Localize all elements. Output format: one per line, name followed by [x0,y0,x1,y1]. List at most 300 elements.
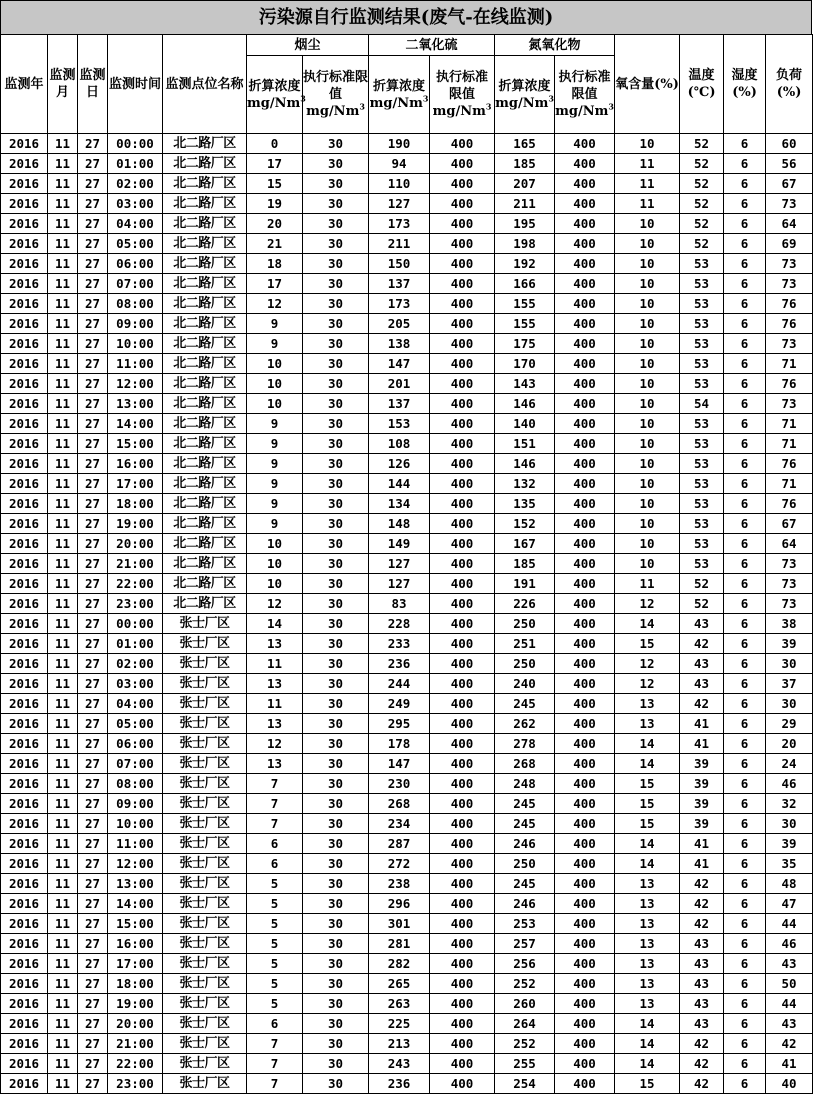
table-row [1,514,813,534]
cell-month: 11 [48,1014,78,1034]
cell-time: 12:00 [108,374,163,394]
cell-oxygen: 14 [615,834,680,854]
cell-site: 北二路厂区 [163,554,247,574]
cell-temperature: 53 [680,274,724,294]
cell-so2-limit: 400 [430,754,495,774]
cell-temperature: 52 [680,194,724,214]
cell-temperature: 39 [680,754,724,774]
cell-load: 48 [766,874,813,894]
header-nox-concentration [495,56,555,134]
cell-so2-conc: 153 [369,414,430,434]
cell-nox-conc: 257 [495,934,555,954]
cell-nox-conc: 245 [495,874,555,894]
cell-so2-limit: 400 [430,894,495,914]
cell-year: 2016 [1,874,48,894]
cell-oxygen: 10 [615,234,680,254]
cell-humidity: 6 [724,274,766,294]
cell-dust-limit: 30 [303,694,369,714]
cell-day: 27 [78,394,108,414]
cell-temperature: 41 [680,734,724,754]
cell-so2-limit: 400 [430,254,495,274]
cell-temperature: 43 [680,974,724,994]
header-so2-concentration [369,56,430,134]
cell-oxygen: 13 [615,934,680,954]
cell-site: 张士厂区 [163,874,247,894]
cell-dust-conc: 10 [247,534,303,554]
table-row [1,794,813,814]
cell-month: 11 [48,554,78,574]
cell-nox-conc: 166 [495,274,555,294]
cell-dust-conc: 5 [247,894,303,914]
table-row [1,714,813,734]
cell-so2-conc: 228 [369,614,430,634]
cell-load: 76 [766,294,813,314]
cell-humidity: 6 [724,154,766,174]
cell-so2-conc: 110 [369,174,430,194]
cell-dust-conc: 7 [247,814,303,834]
cell-nox-limit: 400 [555,214,615,234]
cell-dust-limit: 30 [303,214,369,234]
cell-humidity: 6 [724,834,766,854]
cell-nox-limit: 400 [555,1074,615,1094]
header-nox-group: 氮氧化物 [495,35,615,56]
cell-humidity: 6 [724,374,766,394]
cell-time: 12:00 [108,854,163,874]
cell-day: 27 [78,574,108,594]
cell-month: 11 [48,1034,78,1054]
cell-site: 北二路厂区 [163,234,247,254]
cell-so2-conc: 149 [369,534,430,554]
table-row [1,654,813,674]
cell-time: 15:00 [108,434,163,454]
cell-nox-conc: 254 [495,1074,555,1094]
cell-month: 11 [48,374,78,394]
cell-day: 27 [78,614,108,634]
cell-year: 2016 [1,734,48,754]
cell-so2-limit: 400 [430,1014,495,1034]
cell-dust-conc: 7 [247,1074,303,1094]
cell-nox-conc: 226 [495,594,555,614]
cell-nox-limit: 400 [555,274,615,294]
cell-so2-limit: 400 [430,654,495,674]
cell-day: 27 [78,594,108,614]
cell-site: 张士厂区 [163,894,247,914]
cell-day: 27 [78,1034,108,1054]
cell-site: 张士厂区 [163,714,247,734]
cell-month: 11 [48,734,78,754]
cell-so2-conc: 173 [369,214,430,234]
cell-nox-limit: 400 [555,614,615,634]
cell-so2-limit: 400 [430,714,495,734]
cell-so2-limit: 400 [430,434,495,454]
cell-nox-limit: 400 [555,654,615,674]
cell-humidity: 6 [724,454,766,474]
cell-site: 张士厂区 [163,1014,247,1034]
cell-so2-limit: 400 [430,374,495,394]
cell-humidity: 6 [724,974,766,994]
cell-nox-limit: 400 [555,574,615,594]
cell-temperature: 41 [680,854,724,874]
cell-year: 2016 [1,814,48,834]
cell-site: 张士厂区 [163,934,247,954]
cell-nox-limit: 400 [555,454,615,474]
cell-load: 44 [766,994,813,1014]
cell-dust-limit: 30 [303,534,369,554]
cell-month: 11 [48,254,78,274]
cell-humidity: 6 [724,994,766,1014]
cell-dust-limit: 30 [303,354,369,374]
cell-dust-limit: 30 [303,1054,369,1074]
cell-year: 2016 [1,234,48,254]
cell-temperature: 52 [680,594,724,614]
cell-temperature: 53 [680,434,724,454]
cell-year: 2016 [1,834,48,854]
cell-dust-limit: 30 [303,394,369,414]
cell-day: 27 [78,914,108,934]
cell-month: 11 [48,874,78,894]
cell-load: 39 [766,634,813,654]
cell-dust-conc: 6 [247,1014,303,1034]
cell-temperature: 53 [680,294,724,314]
cell-month: 11 [48,934,78,954]
cell-humidity: 6 [724,714,766,734]
cell-month: 11 [48,914,78,934]
header-unit-label: mg/Nm$^3$ [432,101,492,119]
cell-load: 76 [766,314,813,334]
cell-time: 16:00 [108,934,163,954]
cell-dust-conc: 9 [247,334,303,354]
cell-time: 14:00 [108,894,163,914]
cell-day: 27 [78,454,108,474]
table-row [1,354,813,374]
cell-nox-conc: 262 [495,714,555,734]
cell-humidity: 6 [724,1014,766,1034]
cell-so2-limit: 400 [430,994,495,1014]
cell-time: 05:00 [108,234,163,254]
cell-year: 2016 [1,494,48,514]
cell-year: 2016 [1,394,48,414]
cell-day: 27 [78,1014,108,1034]
cell-year: 2016 [1,374,48,394]
header-limit-label: 执行标准限值 [558,70,611,102]
cell-time: 06:00 [108,254,163,274]
cell-nox-conc: 252 [495,974,555,994]
cell-nox-conc: 250 [495,614,555,634]
cell-so2-limit: 400 [430,634,495,654]
header-load: 负荷(%) [766,35,813,134]
cell-nox-limit: 400 [555,694,615,714]
table-row [1,614,813,634]
cell-time: 20:00 [108,1014,163,1034]
cell-load: 64 [766,534,813,554]
cell-nox-limit: 400 [555,1014,615,1034]
cell-humidity: 6 [724,214,766,234]
cell-day: 27 [78,234,108,254]
cell-oxygen: 10 [615,314,680,334]
cell-so2-conc: 282 [369,954,430,974]
cell-so2-conc: 190 [369,134,430,154]
cell-site: 张士厂区 [163,754,247,774]
cell-dust-conc: 13 [247,634,303,654]
cell-year: 2016 [1,314,48,334]
cell-temperature: 53 [680,314,724,334]
table-row [1,1074,813,1094]
cell-humidity: 6 [724,134,766,154]
cell-nox-conc: 155 [495,294,555,314]
cell-dust-conc: 6 [247,834,303,854]
cell-month: 11 [48,994,78,1014]
cell-humidity: 6 [724,674,766,694]
cell-dust-conc: 17 [247,274,303,294]
cell-nox-conc: 192 [495,254,555,274]
cell-nox-conc: 240 [495,674,555,694]
cell-dust-conc: 7 [247,774,303,794]
table-row [1,274,813,294]
cell-site: 北二路厂区 [163,574,247,594]
cell-so2-limit: 400 [430,594,495,614]
cell-load: 47 [766,894,813,914]
cell-nox-conc: 146 [495,454,555,474]
cell-dust-limit: 30 [303,774,369,794]
cell-load: 41 [766,1054,813,1074]
cell-year: 2016 [1,554,48,574]
cell-temperature: 42 [680,1054,724,1074]
cell-so2-conc: 301 [369,914,430,934]
cell-day: 27 [78,734,108,754]
cell-load: 71 [766,414,813,434]
cell-month: 11 [48,394,78,414]
cell-dust-conc: 9 [247,314,303,334]
cell-so2-conc: 249 [369,694,430,714]
cell-dust-conc: 10 [247,354,303,374]
cell-year: 2016 [1,654,48,674]
cell-dust-conc: 9 [247,474,303,494]
cell-dust-conc: 5 [247,994,303,1014]
cell-time: 19:00 [108,514,163,534]
cell-time: 15:00 [108,914,163,934]
cell-so2-conc: 236 [369,654,430,674]
cell-load: 73 [766,574,813,594]
cell-temperature: 52 [680,154,724,174]
table-row [1,894,813,914]
cell-nox-limit: 400 [555,594,615,614]
cell-dust-conc: 10 [247,574,303,594]
cell-humidity: 6 [724,594,766,614]
cell-load: 76 [766,454,813,474]
header-humidity: 湿度(%) [724,35,766,134]
cell-nox-limit: 400 [555,854,615,874]
header-unit-label: mg/Nm$^3$ [306,101,365,119]
cell-nox-limit: 400 [555,834,615,854]
cell-temperature: 52 [680,134,724,154]
cell-dust-conc: 12 [247,294,303,314]
cell-site: 张士厂区 [163,654,247,674]
cell-day: 27 [78,1074,108,1094]
cell-nox-conc: 256 [495,954,555,974]
cell-month: 11 [48,954,78,974]
cell-day: 27 [78,954,108,974]
cell-time: 08:00 [108,774,163,794]
cell-dust-conc: 12 [247,734,303,754]
cell-day: 27 [78,274,108,294]
cell-nox-conc: 255 [495,1054,555,1074]
cell-so2-conc: 108 [369,434,430,454]
cell-humidity: 6 [724,514,766,534]
cell-nox-limit: 400 [555,794,615,814]
cell-load: 73 [766,334,813,354]
cell-humidity: 6 [724,494,766,514]
cell-day: 27 [78,974,108,994]
cell-humidity: 6 [724,294,766,314]
cell-load: 35 [766,854,813,874]
cell-year: 2016 [1,1054,48,1074]
cell-dust-limit: 30 [303,1034,369,1054]
cell-oxygen: 11 [615,194,680,214]
cell-dust-conc: 6 [247,854,303,874]
cell-so2-conc: 137 [369,394,430,414]
cell-year: 2016 [1,1014,48,1034]
cell-so2-conc: 213 [369,1034,430,1054]
cell-load: 71 [766,434,813,454]
cell-load: 67 [766,514,813,534]
cell-oxygen: 10 [615,374,680,394]
table-row [1,974,813,994]
cell-site: 北二路厂区 [163,294,247,314]
cell-so2-limit: 400 [430,154,495,174]
cell-nox-conc: 146 [495,394,555,414]
cell-temperature: 53 [680,514,724,534]
cell-load: 67 [766,174,813,194]
cell-dust-conc: 9 [247,514,303,534]
cell-year: 2016 [1,534,48,554]
cell-site: 张士厂区 [163,614,247,634]
cell-so2-limit: 400 [430,614,495,634]
cell-nox-conc: 185 [495,554,555,574]
cell-so2-conc: 127 [369,554,430,574]
cell-so2-conc: 127 [369,194,430,214]
table-row [1,394,813,414]
header-conc-label: 折算浓度 [373,78,426,94]
cell-day: 27 [78,414,108,434]
cell-time: 22:00 [108,574,163,594]
cell-year: 2016 [1,714,48,734]
cell-time: 09:00 [108,314,163,334]
cell-nox-conc: 246 [495,834,555,854]
cell-site: 北二路厂区 [163,134,247,154]
cell-so2-limit: 400 [430,874,495,894]
cell-day: 27 [78,514,108,534]
cell-oxygen: 10 [615,334,680,354]
cell-time: 08:00 [108,294,163,314]
cell-oxygen: 13 [615,954,680,974]
cell-nox-limit: 400 [555,134,615,154]
cell-dust-conc: 20 [247,214,303,234]
cell-time: 13:00 [108,874,163,894]
cell-nox-limit: 400 [555,514,615,534]
cell-humidity: 6 [724,554,766,574]
cell-day: 27 [78,694,108,714]
cell-so2-limit: 400 [430,554,495,574]
cell-so2-limit: 400 [430,854,495,874]
cell-nox-conc: 152 [495,514,555,534]
cell-month: 11 [48,134,78,154]
cell-nox-limit: 400 [555,954,615,974]
cell-oxygen: 12 [615,654,680,674]
cell-so2-conc: 287 [369,834,430,854]
cell-year: 2016 [1,134,48,154]
cell-time: 06:00 [108,734,163,754]
cell-so2-limit: 400 [430,694,495,714]
cell-site: 北二路厂区 [163,274,247,294]
cell-year: 2016 [1,434,48,454]
cell-time: 04:00 [108,694,163,714]
cell-month: 11 [48,414,78,434]
cell-temperature: 42 [680,874,724,894]
cell-humidity: 6 [724,774,766,794]
cell-site: 北二路厂区 [163,414,247,434]
cell-dust-limit: 30 [303,854,369,874]
cell-year: 2016 [1,174,48,194]
cell-year: 2016 [1,694,48,714]
cell-site: 北二路厂区 [163,394,247,414]
cell-month: 11 [48,894,78,914]
cell-dust-limit: 30 [303,514,369,534]
cell-load: 42 [766,1034,813,1054]
cell-dust-conc: 10 [247,374,303,394]
cell-day: 27 [78,134,108,154]
cell-so2-conc: 150 [369,254,430,274]
cell-nox-limit: 400 [555,174,615,194]
cell-nox-conc: 245 [495,794,555,814]
cell-dust-conc: 10 [247,394,303,414]
cell-year: 2016 [1,974,48,994]
cell-day: 27 [78,874,108,894]
cell-so2-limit: 400 [430,394,495,414]
cell-temperature: 43 [680,674,724,694]
header-unit-label: mg/Nm$^3$ [555,101,614,119]
cell-site: 张士厂区 [163,774,247,794]
cell-nox-limit: 400 [555,974,615,994]
cell-so2-limit: 400 [430,914,495,934]
cell-dust-limit: 30 [303,154,369,174]
cell-time: 13:00 [108,394,163,414]
cell-oxygen: 13 [615,974,680,994]
table-row [1,414,813,434]
cell-so2-limit: 400 [430,174,495,194]
cell-so2-limit: 400 [430,314,495,334]
cell-year: 2016 [1,414,48,434]
cell-temperature: 54 [680,394,724,414]
cell-nox-conc: 245 [495,814,555,834]
cell-temperature: 41 [680,834,724,854]
cell-temperature: 53 [680,454,724,474]
cell-nox-conc: 185 [495,154,555,174]
cell-dust-limit: 30 [303,894,369,914]
cell-site: 北二路厂区 [163,594,247,614]
cell-site: 北二路厂区 [163,194,247,214]
cell-load: 38 [766,614,813,634]
cell-year: 2016 [1,274,48,294]
cell-so2-limit: 400 [430,514,495,534]
cell-nox-limit: 400 [555,934,615,954]
table-row [1,534,813,554]
cell-nox-conc: 165 [495,134,555,154]
cell-so2-conc: 127 [369,574,430,594]
cell-year: 2016 [1,794,48,814]
cell-temperature: 53 [680,534,724,554]
cell-dust-conc: 11 [247,654,303,674]
cell-nox-conc: 170 [495,354,555,374]
